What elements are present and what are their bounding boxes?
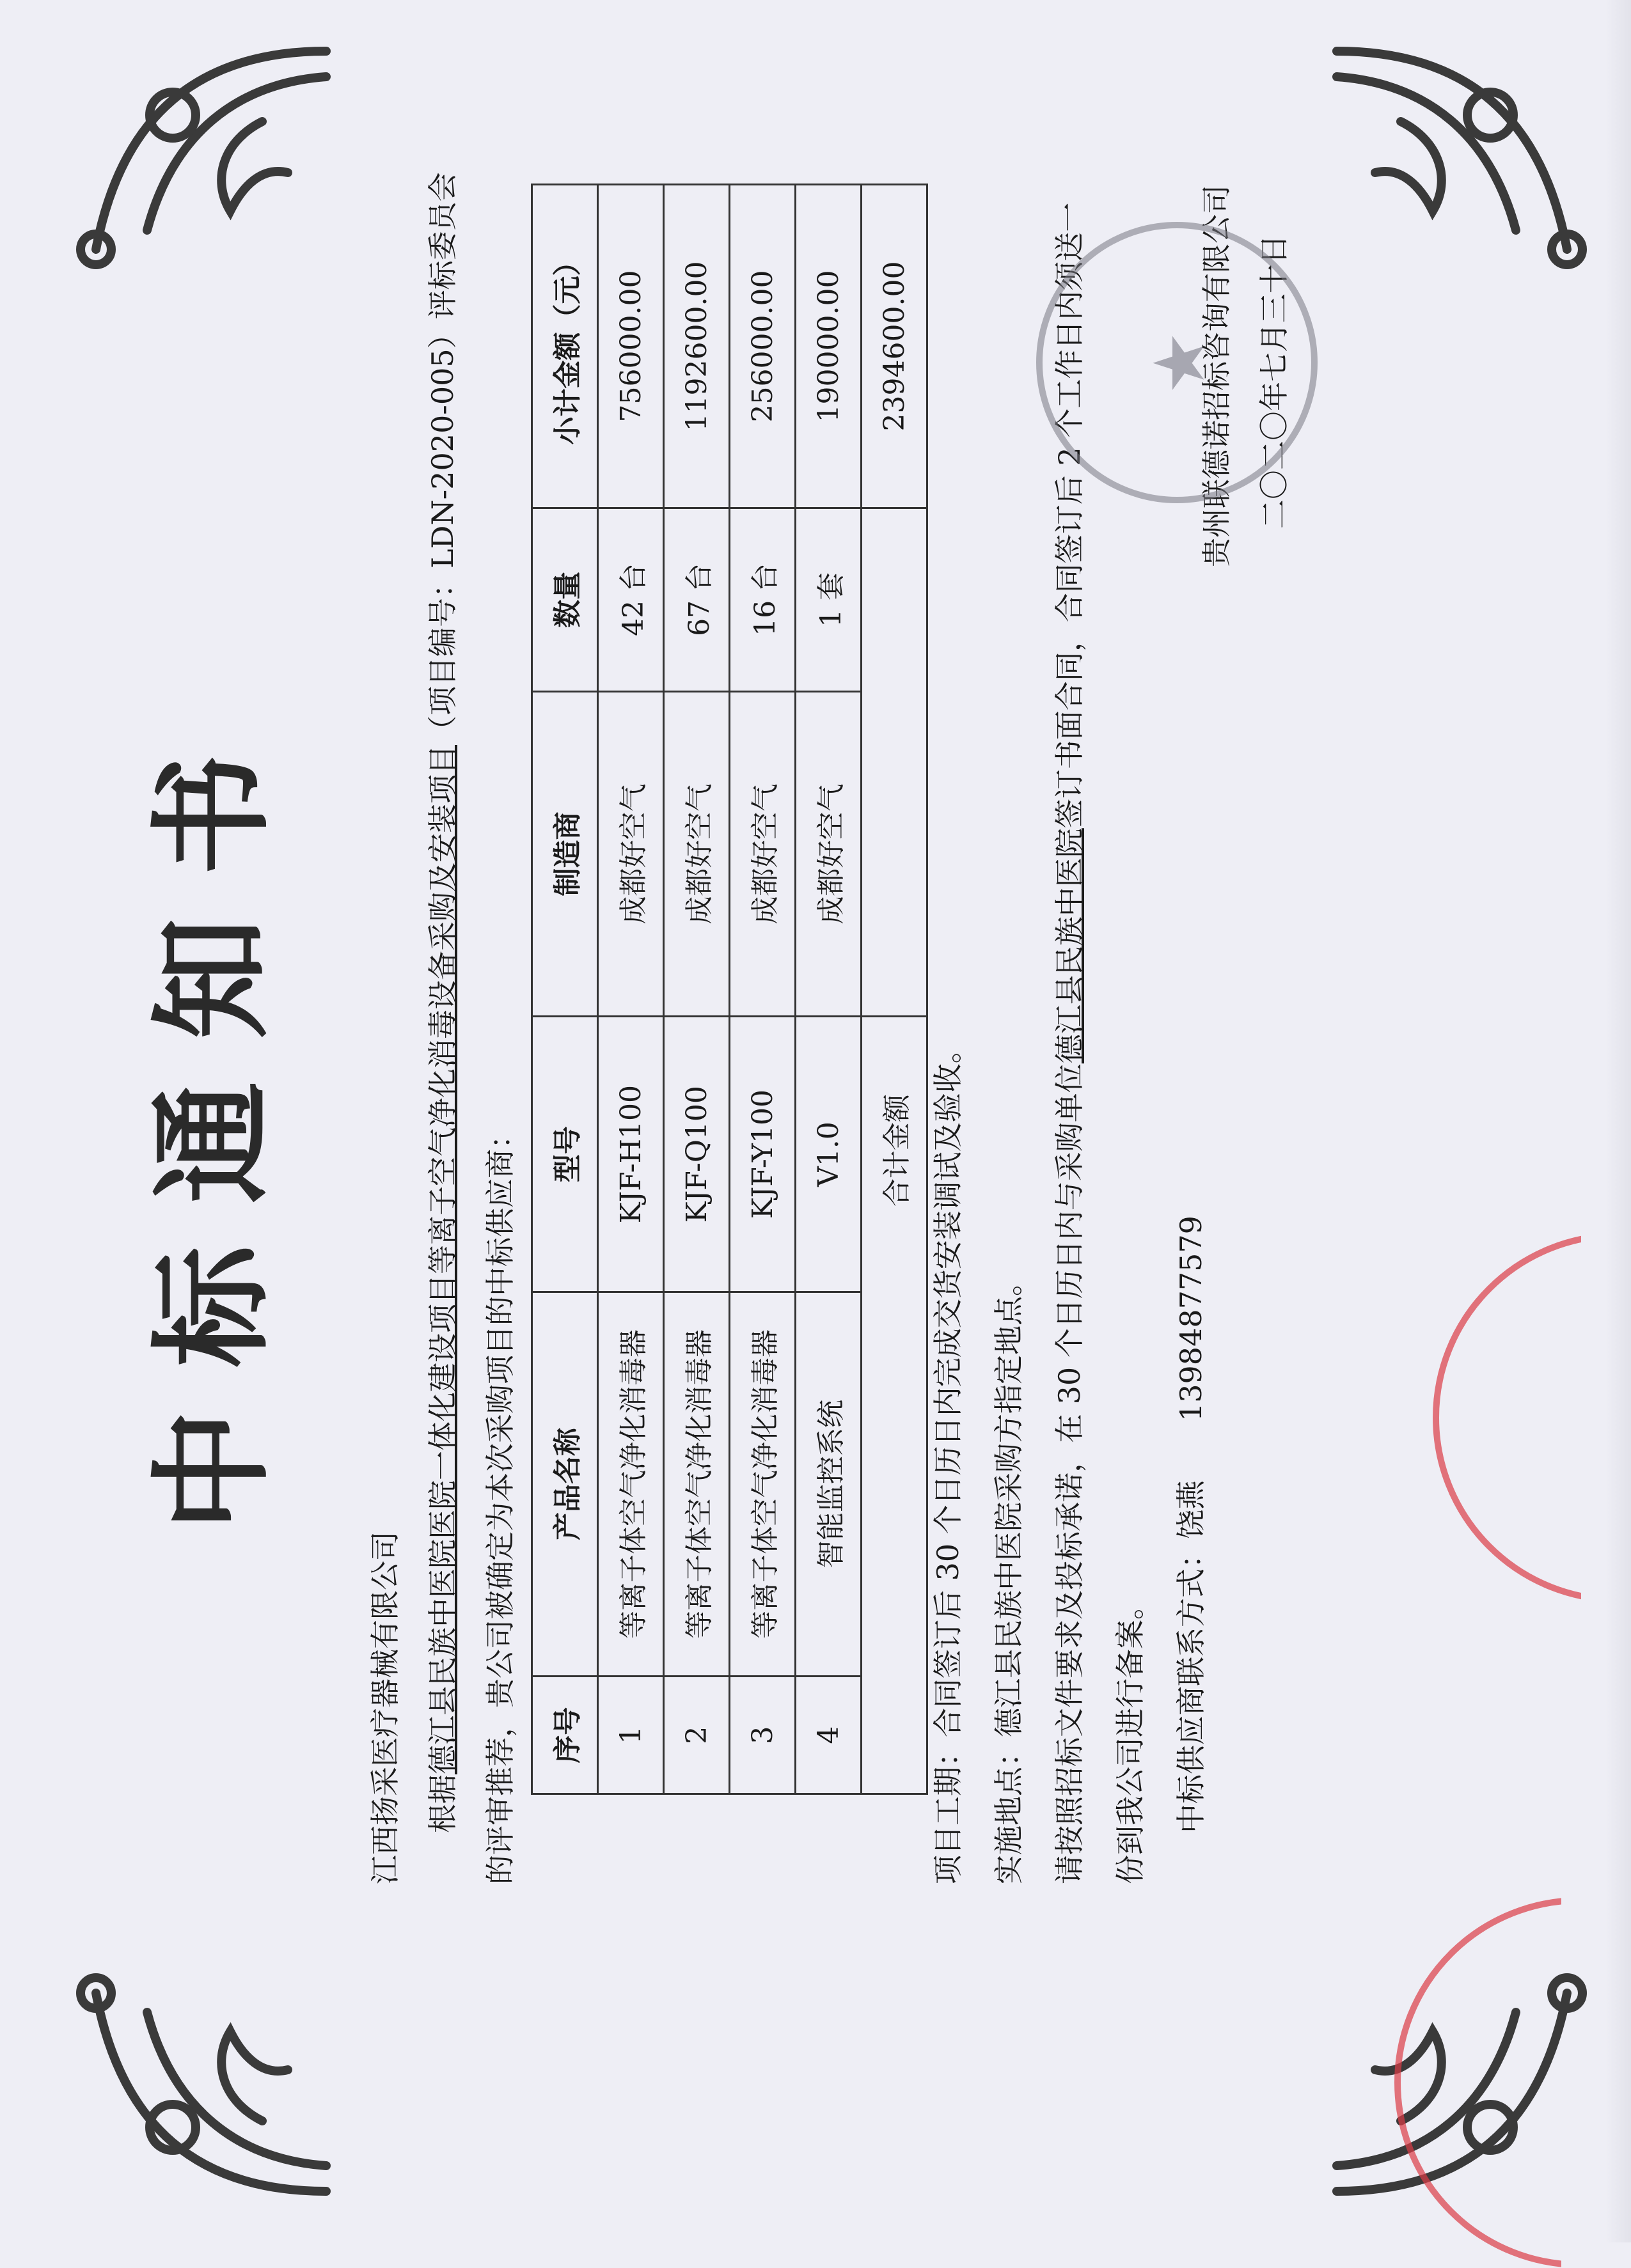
table-cell: 成都好空气 (796, 691, 862, 1016)
table-header-row (532, 185, 598, 1794)
table-row (796, 185, 862, 1794)
supplier-contact: 中标供应商联系方式：饶燕 13984877579 (1174, 1216, 1208, 1833)
table-cell: 等离子体空气净化消毒器 (730, 1292, 796, 1676)
table-cell: 4 (796, 1677, 862, 1794)
project-location: 实施地点：德江县民族中医院采购方指定地点。 (991, 1267, 1026, 1884)
table-cell: 智能监控系统 (796, 1292, 862, 1676)
instruction-prefix: 请按照招标文件要求及投标承诺，在 30 个日历日内与采购单位 (1052, 1063, 1087, 1884)
intro-line2: 的评审推荐，贵公司被确定为本次采购项目的中标供应商： (483, 1120, 517, 1884)
document-title: 中标通知书 (141, 711, 283, 1531)
column-header: 型号 (532, 1017, 598, 1292)
company-seal (1036, 222, 1318, 503)
table-row (598, 185, 664, 1794)
intro-prefix: 根据 (425, 1774, 460, 1833)
table-cell: 成都好空气 (730, 691, 796, 1016)
table-cell: 42 台 (598, 508, 664, 692)
intro-suffix: （项目编号：LDN-2020-005）评标委员会 (425, 172, 460, 745)
table-cell: 成都好空气 (598, 691, 664, 1016)
seal-star-icon: ★ (1139, 331, 1220, 395)
table-total-row (862, 185, 927, 1794)
table-cell: 256000.00 (730, 185, 796, 508)
table-cell: 1 套 (796, 508, 862, 692)
project-name: 德江县民族中医院医院一体化建设项目等离子空气净化消毒设备采购及安装项目 (425, 745, 460, 1774)
table-cell: KJF-Y100 (730, 1017, 796, 1292)
column-header: 产品名称 (532, 1292, 598, 1676)
column-header: 制造商 (532, 691, 598, 1016)
table-cell: 1 (598, 1677, 664, 1794)
red-seal (1433, 1232, 1631, 1603)
issuer-name: 贵州联德诺招标咨询有限公司 (1199, 185, 1234, 567)
table-cell: 3 (730, 1677, 796, 1794)
project-duration: 项目工期：合同签订后 30 个日历日内完成交货安装调试及验收。 (931, 1034, 965, 1884)
instruction-suffix: 签订书面合同，合同签订后 2 个工作日内须送一 (1052, 202, 1087, 829)
column-header: 序号 (532, 1677, 598, 1794)
table-cell: 1192600.00 (664, 185, 730, 508)
column-header: 数量 (532, 508, 598, 692)
table-cell: 16 台 (730, 508, 796, 692)
table-cell: KJF-Q100 (664, 1017, 730, 1292)
total-value: 2394600.00 (862, 185, 927, 508)
buyer-name: 德江县民族中医院 (1052, 828, 1087, 1064)
intro-paragraph (422, 172, 463, 1833)
issue-date: 二〇二〇年七月三十日 (1257, 235, 1291, 529)
table-cell: 等离子体空气净化消毒器 (664, 1292, 730, 1676)
total-spacer (862, 508, 927, 1017)
table-cell: 等离子体空气净化消毒器 (598, 1292, 664, 1676)
table-cell: 2 (664, 1677, 730, 1794)
table-cell: 190000.00 (796, 185, 862, 508)
table-row (664, 185, 730, 1794)
table-cell: KJF-H100 (598, 1017, 664, 1292)
table-row (730, 185, 796, 1794)
total-label: 合计金额 (862, 1017, 927, 1794)
table-cell: 成都好空气 (664, 691, 730, 1016)
bid-table (531, 184, 928, 1795)
column-header: 小计金额（元） (532, 185, 598, 508)
recipient-name: 江西扬采医疗器械有限公司 (368, 1531, 402, 1884)
table-cell: 756000.00 (598, 185, 664, 508)
table-cell: 67 台 (664, 508, 730, 692)
corner-ornament-icon (1324, 38, 1593, 307)
instruction-line2: 份到我公司进行备案。 (1113, 1590, 1147, 1884)
table-cell: V1.0 (796, 1017, 862, 1292)
